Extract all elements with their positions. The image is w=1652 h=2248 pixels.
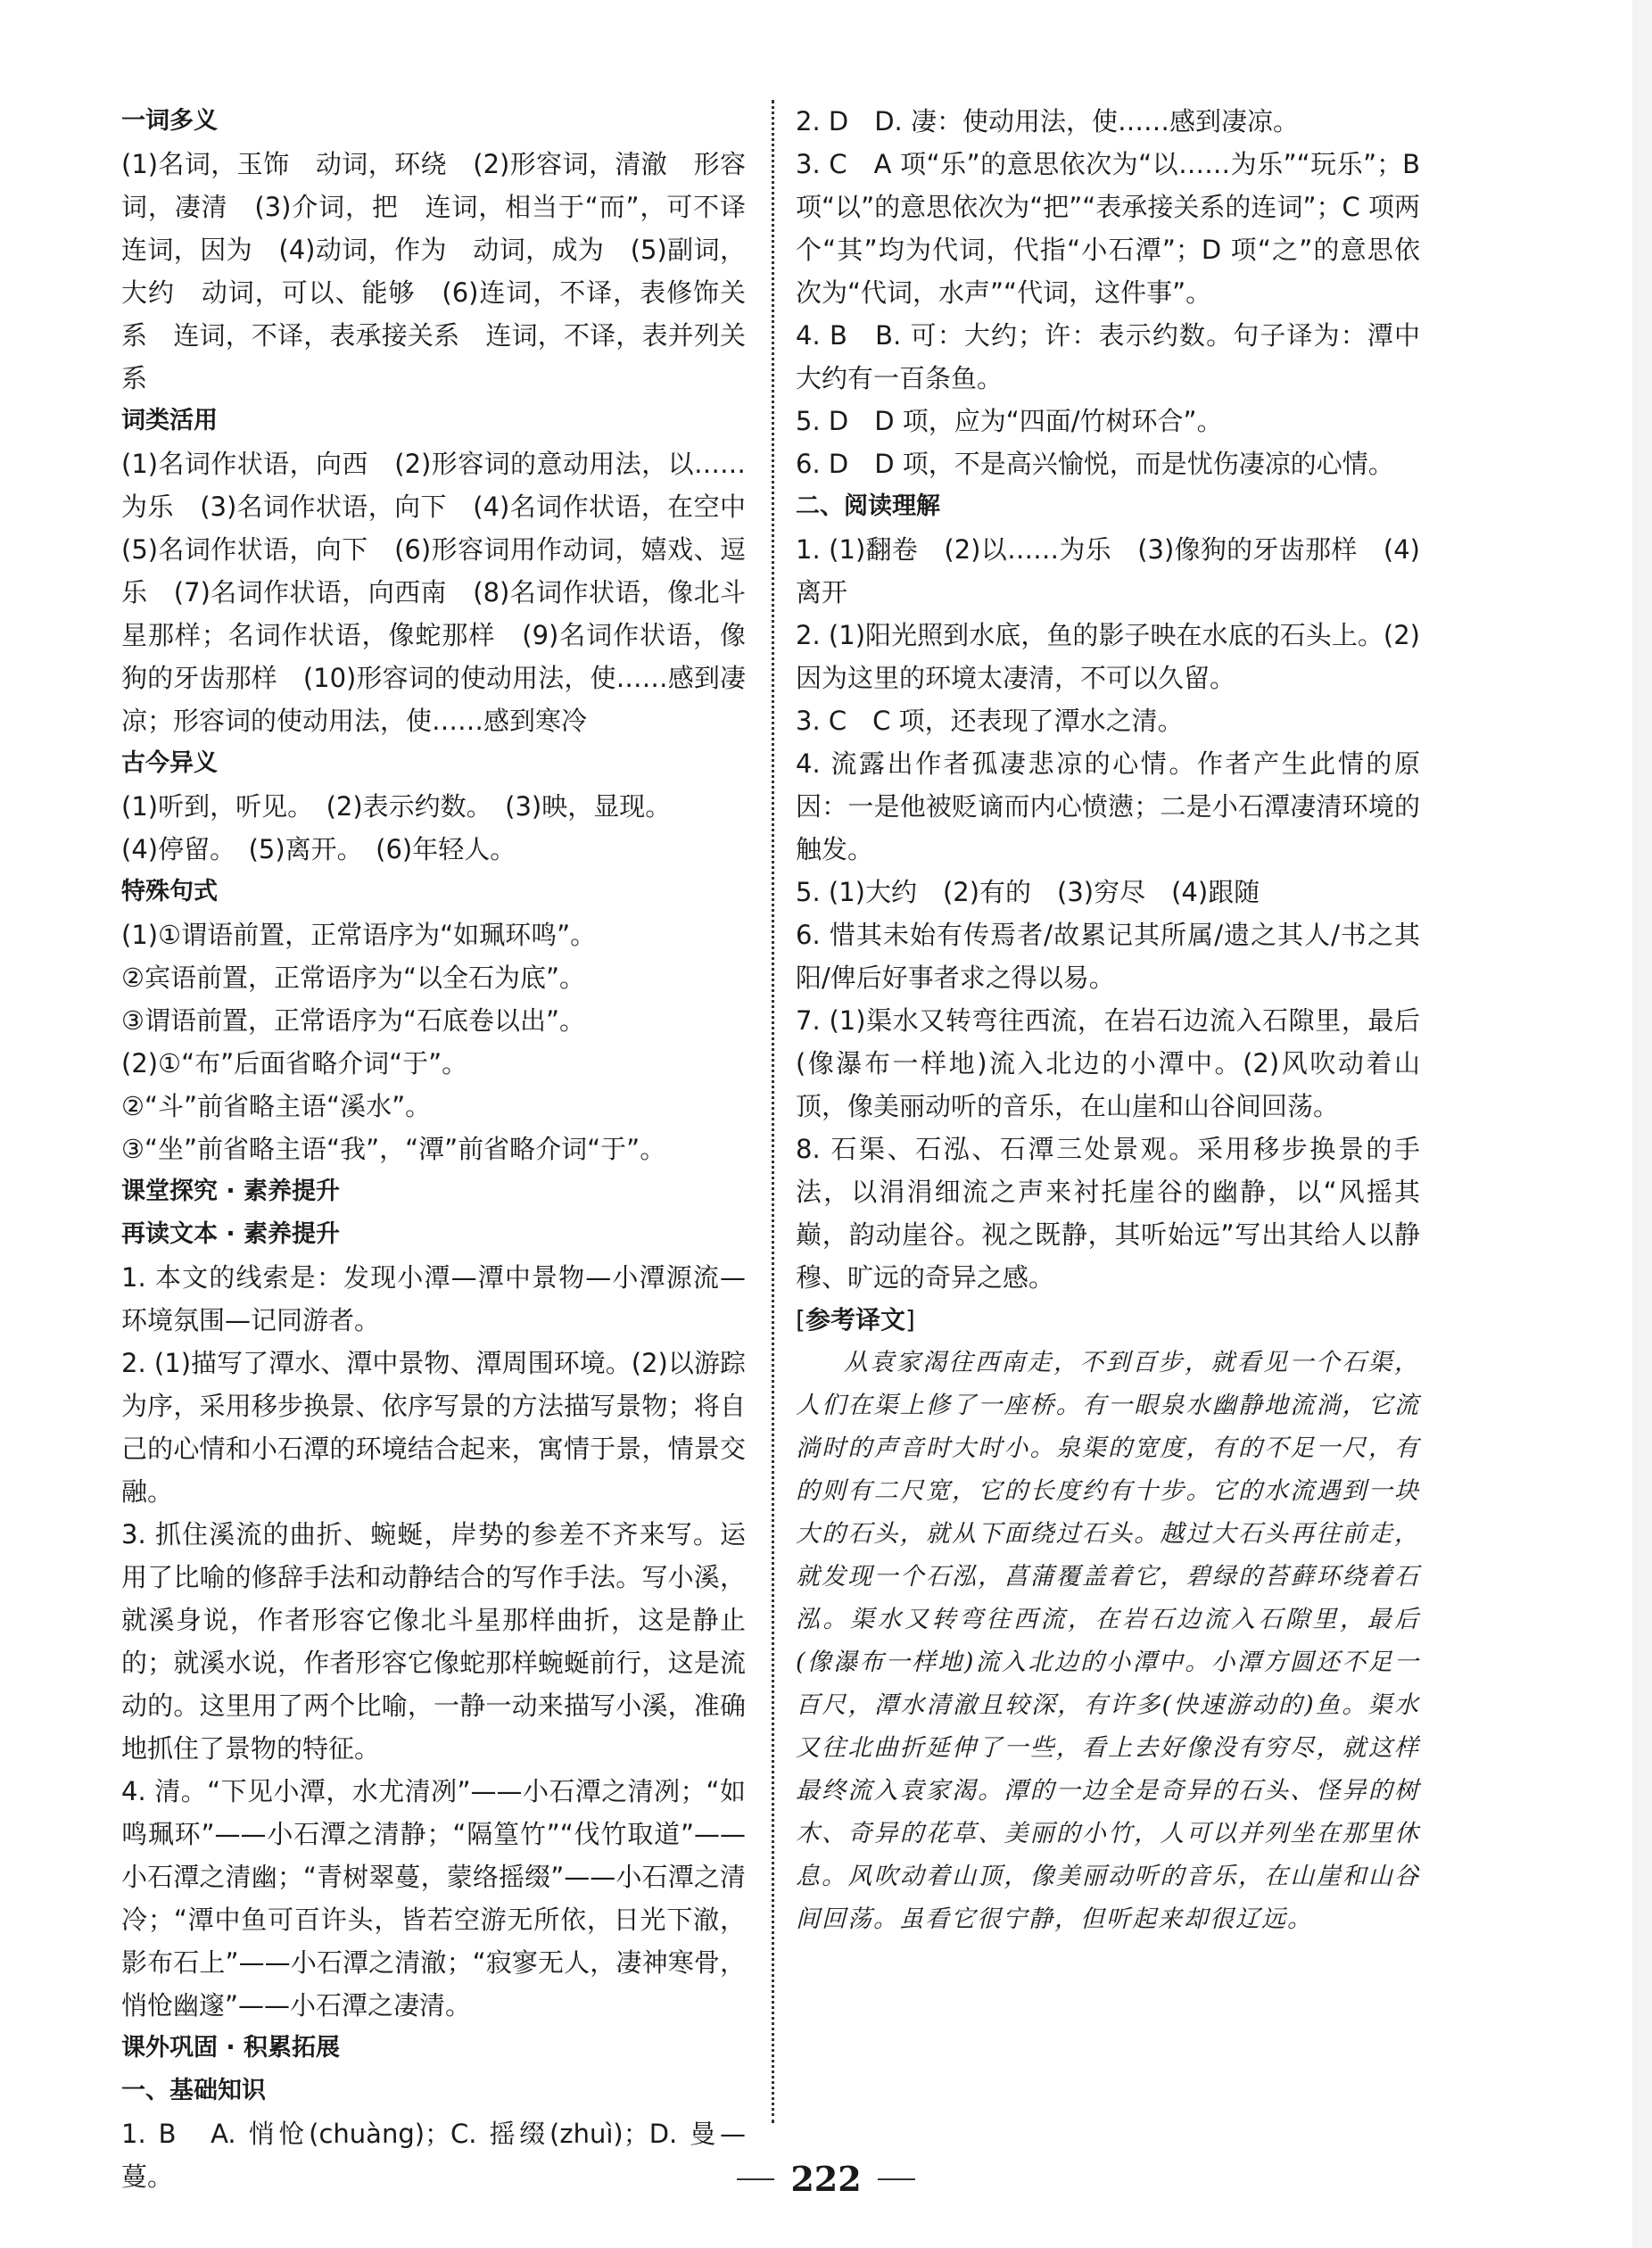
reading-answer: 3. C C 项，还表现了潭水之清。: [796, 706, 1184, 736]
footer-dash-right: [878, 2178, 915, 2180]
basic-knowledge-answer: 6. D D 项，不是高兴愉悦，而是忧伤凄凉的心情。: [796, 449, 1394, 479]
basic-knowledge-answer: 5. D D 项，应为“四面/竹树环合”。: [796, 406, 1223, 436]
ancient-modern-line: (1)听到，听见。 (2)表示约数。 (3)映，显现。: [121, 791, 672, 822]
reference-translation-text: 从袁家渴往西南走，不到百步，就看见一个石渠，人们在渠上修了一座桥。有一眼泉水幽静地流淌，它流淌时的声音时大时小。泉渠的宽度，有的不足一尺，有的则有二尺宽，它的长度约有十步。它的水流遇到一块大的石头，就从下面绕过石头。越过大石头再往前走，就发现一个石泓，菖蒲覆盖着它，碧绿的苔藓环绕着石泓。渠水又转弯往西流，在岩石边流入石隙里，最后(像瀑布一样地)流入北边的小潭中。小潭方圆还不足一百尺，潭水清澈且较深，有许多(快速游动的)鱼。渠水又往北曲折延伸了一些，看上去好像没有穷尽，就这样最终流入袁家渴。潭的一边全是奇异的石头、怪异的树木、奇异的花草、美丽的小竹，人可以并列坐在那里休息。风吹动着山顶，像美丽动听的音乐，在山崖和山谷间回荡。虽看它很宁静，但听起来却很辽远。: [796, 1349, 1420, 1933]
footer-dash-left: [737, 2178, 774, 2180]
reading-answer: 4. 流露出作者孤凄悲凉的心情。作者产生此情的原因：一是他被贬谪而内心愤懑；二是小石潭凄清环境的触发。: [796, 748, 1420, 864]
section-heading-reading: 二、阅读理解: [796, 492, 940, 520]
section-heading-ancient-modern: 古今异义: [121, 749, 218, 777]
left-column: [121, 100, 772, 2198]
right-column: [796, 100, 1420, 1941]
section-heading-basic-knowledge: 一、基础知识: [121, 2077, 266, 2104]
basic-knowledge-answer: 2. D D. 凄：使动用法，使……感到凄凉。: [796, 106, 1299, 136]
column-divider: [772, 100, 774, 2123]
reading-answer: 8. 石渠、石泓、石潭三处景观。采用移步换景的手法，以涓涓细流之声来衬托崖谷的幽静，以“风摇其巅，韵动崖谷。视之既静，其听始远”写出其给人以静穆、旷远的奇异之感。: [796, 1134, 1420, 1293]
reading-answer: 7. (1)渠水又转弯往西流，在岩石边流入石隙里，最后(像瀑布一样地)流入北边的小潭中。(2)风吹动着山顶，像美丽动听的音乐，在山崖和山谷间回荡。: [796, 1005, 1420, 1121]
word-class-answers: (1)名词作状语，向西 (2)形容词的意动用法，以……为乐 (3)名词作状语，向下 (4)名词作状语，在空中 (5)名词作状语，向下 (6)形容词用作动词，嬉戏、逗乐 (7)名词作状语，向西南 (8)名词作状语，像北斗星那样；名词作状语，像蛇那样 (9)名词作状语，像狗的牙齿那样 (10)形容词的使动用法，使……感到凄凉；形容词的使动用法，使……感到寒冷: [121, 449, 772, 736]
basic-knowledge-answer: 4. B B. 可：大约；许：表示约数。句子译为：潭中大约有一百条鱼。: [796, 320, 1420, 393]
section-heading-after-class: 课外巩固 · 积累拓展: [121, 2034, 341, 2062]
page-footer: [0, 2159, 1652, 2199]
basic-knowledge-answer: 1. B A. 悄怆(chuàng)；C. 摇缀(zhuì)；D. 曼—蔓。: [121, 2119, 746, 2192]
section-heading-special-sentences: 特殊句式: [121, 878, 218, 905]
page-edge-shadow: [1632, 0, 1652, 2248]
reading-answer: 1. (1)翻卷 (2)以……为乐 (3)像狗的牙齿那样 (4)离开: [796, 534, 1420, 607]
section-heading-word-class: 词类活用: [121, 407, 218, 434]
section-heading-reread: 再读文本 · 素养提升: [121, 1220, 341, 1248]
reading-answer: 2. (1)阳光照到水底，鱼的影子映在水底的石头上。(2)因为这里的环境太凄清，不可以久留。: [796, 620, 1420, 693]
reread-answer: 1. 本文的线索是：发现小潭—潭中景物—小潭源流—环境氛围—记同游者。: [121, 1262, 746, 1335]
special-sentence-line: (2)①“布”后面省略介词“于”。: [121, 1048, 468, 1079]
special-sentence-line: ②“斗”前省略主语“溪水”。: [121, 1091, 432, 1121]
section-heading-polysemy: 一词多义: [121, 107, 218, 135]
reread-answer: 4. 清。“下见小潭，水尤清冽”——小石潭之清冽；“如鸣珮环”——小石潭之清静；“隔篁竹”“伐竹取道”——小石潭之清幽；“青树翠蔓，蒙络摇缀”——小石潭之清冷；“潭中鱼可百许头，皆若空游无所依，日光下澈，影布石上”——小石潭之清澈；“寂寥无人，凄神寒骨，悄怆幽邃”——小石潭之凄清。: [121, 1776, 746, 2021]
special-sentence-line: (1)①谓语前置，正常语序为“如珮环鸣”。: [121, 920, 597, 950]
special-sentence-line: ③谓语前置，正常语序为“石底卷以出”。: [121, 1005, 586, 1036]
special-sentence-line: ②宾语前置，正常语序为“以全石为底”。: [121, 963, 586, 993]
reference-translation-label: [参考译文]: [796, 1305, 915, 1335]
polysemy-answers: (1)名词，玉饰 动词，环绕 (2)形容词，清澈 形容词，凄清 (3)介词，把 连词，相当于“而”，可不译 连词，因为 (4)动词，作为 动词，成为 (5)副词，大约 动词，可以、能够 (6)连词，不译，表修饰关系 连词，不译，表承接关系 连词，不译，表并列关系: [121, 149, 772, 393]
reading-answer: 6. 惜其未始有传焉者/故累记其所属/遗之其人/书之其阳/俾后好事者求之得以易。: [796, 920, 1420, 993]
reading-answer: 5. (1)大约 (2)有的 (3)穷尽 (4)跟随: [796, 877, 1260, 907]
reread-answer: 2. (1)描写了潭水、潭中景物、潭周围环境。(2)以游踪为序，采用移步换景、依序写景的方法描写景物；将自己的心情和小石潭的环境结合起来，寓情于景，情景交融。: [121, 1348, 746, 1507]
basic-knowledge-answer: 3. C A 项“乐”的意思依次为“以……为乐”“玩乐”；B 项“以”的意思依次为“把”“表承接关系的连词”；C 项两个“其”均为代词，代指“小石潭”；D 项“之”的意思依次为“代词，水声”“代词，这件事”。: [796, 149, 1420, 308]
section-heading-classroom: 课堂探究 · 素养提升: [121, 1178, 341, 1205]
ancient-modern-line: (4)停留。 (5)离开。 (6)年轻人。: [121, 834, 516, 864]
page-number: 222: [790, 2159, 862, 2199]
reread-answer: 3. 抓住溪流的曲折、蜿蜒，岸势的参差不齐来写。运用了比喻的修辞手法和动静结合的写作手法。写小溪，就溪身说，作者形容它像北斗星那样曲折，这是静止的；就溪水说，作者形容它像蛇那样蜿蜒前行，这是流动的。这里用了两个比喻，一静一动来描写小溪，准确地抓住了景物的特征。: [121, 1519, 746, 1764]
special-sentence-line: ③“坐”前省略主语“我”，“潭”前省略介词“于”。: [121, 1134, 666, 1164]
